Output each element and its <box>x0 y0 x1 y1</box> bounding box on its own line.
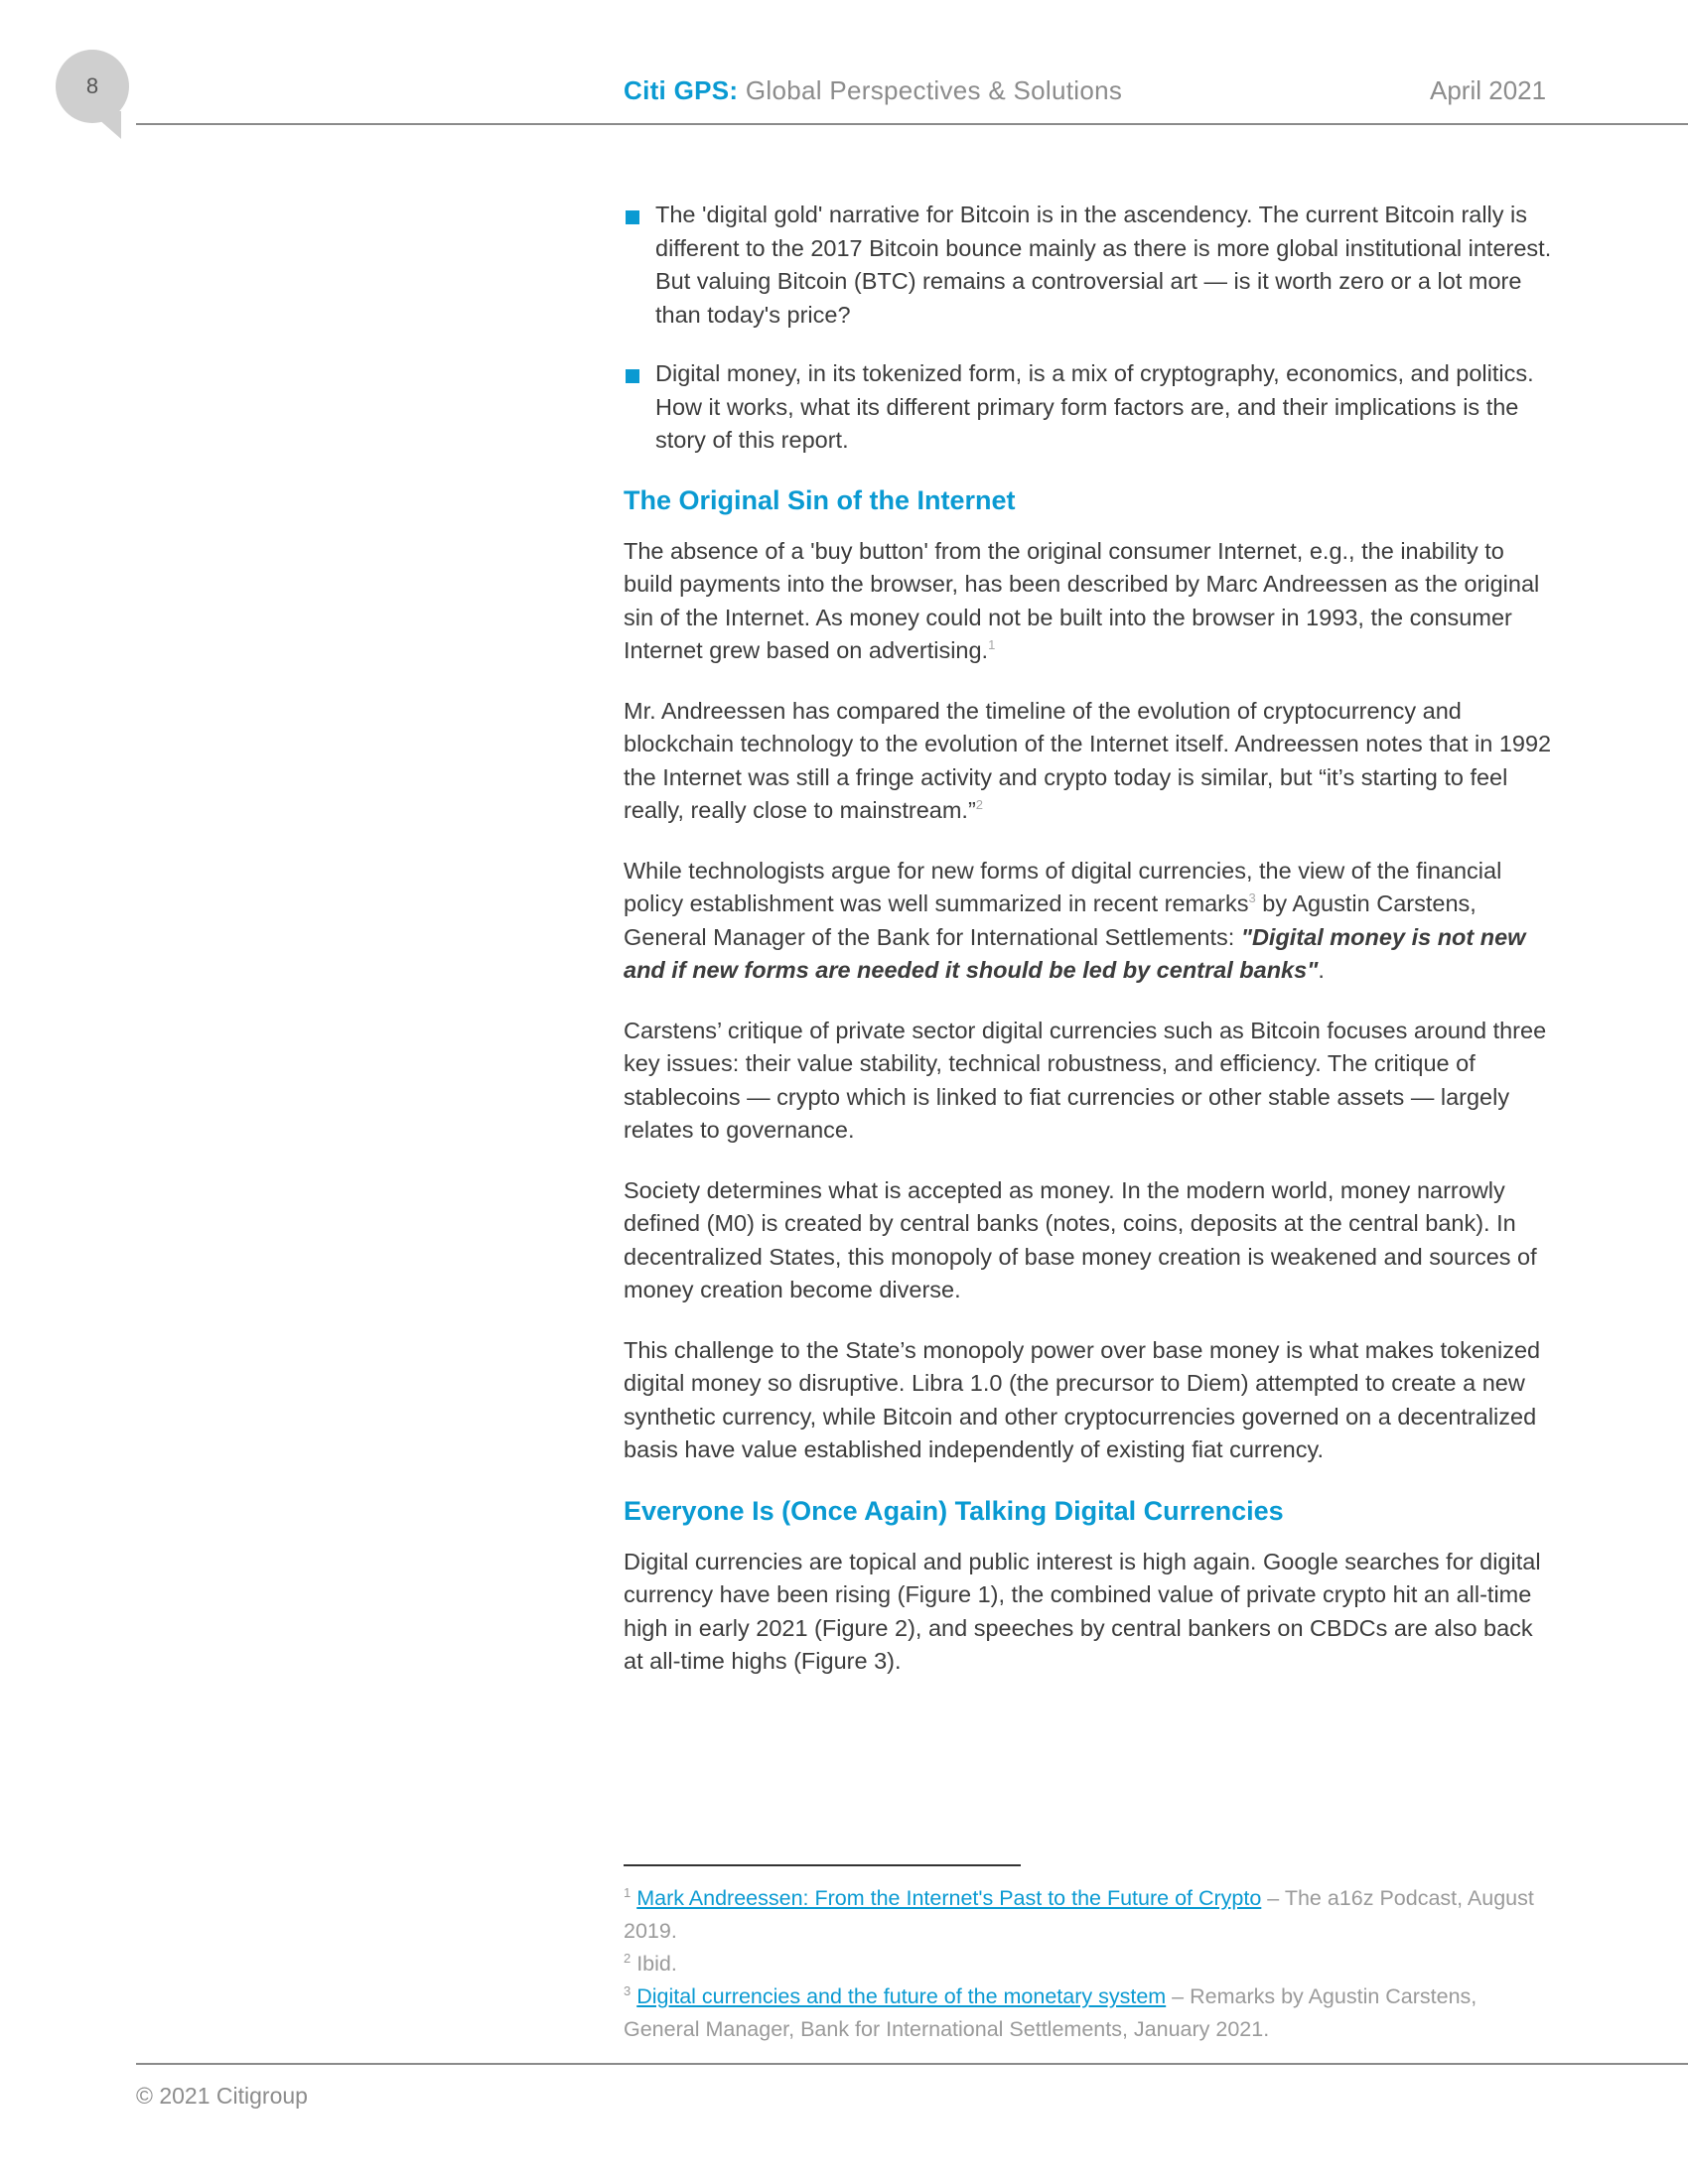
page-number: 8 <box>85 73 99 98</box>
list-item <box>624 357 1557 458</box>
brand-subtitle: Global Perspectives & Solutions <box>738 75 1123 105</box>
footnote-reference[interactable]: 3 <box>1248 890 1256 906</box>
footnote-2 <box>624 1948 1557 1980</box>
key-points-list <box>624 199 1557 458</box>
section-heading-original-sin: The Original Sin of the Internet <box>624 484 1016 515</box>
footnote-reference[interactable]: 2 <box>975 797 984 813</box>
footnote-number: 1 <box>624 1884 632 1900</box>
footnote-number: 3 <box>624 1982 632 1998</box>
paragraph-text: The absence of a 'buy button' from the original consumer Internet, e.g., the inability to build payments into the browser, has been described by Marc Andreessen as the original sin of the Internet. As money could not be built into the browser in 1993, the consumer Internet grew based on advertising. <box>624 537 1540 663</box>
header-divider <box>136 123 1688 125</box>
quote-text: "Digital money is not new and if new forms are needed it should be led by central banks" <box>624 923 1526 983</box>
paragraph-text: Mr. Andreessen has compared the timeline of the evolution of cryptocurrency and blockchain technology to the evolution of the Internet itself. Andreessen notes that in 1992 the Internet was still a fringe activity and crypto today is similar, but “it’s starting to feel really, really close to mainstream.” <box>624 697 1552 823</box>
main-content <box>624 199 1557 1706</box>
paragraph: Digital currencies are topical and public interest is high again. Google searches for digital currency have been rising (Figure 1), the combined value of private crypto hit an all-time high in early 2021 (Figure 2), and speeches by central bankers on CBDCs are also back at all-time highs (Figure 3). <box>624 1548 1541 1674</box>
header-date: April 2021 <box>1430 75 1547 105</box>
paragraph: This challenge to the State’s monopoly power over base money is what makes tokenized digital money so disruptive. Libra 1.0 (the precursor to Diem) attempted to create a new synthetic currency, while Bitcoin and other cryptocurrencies governed on a decentralized basis have value established independently of existing fiat currency. <box>624 1336 1541 1462</box>
brand-name: Citi GPS: <box>624 75 739 105</box>
footnote-text: – The a16z Podcast, August 2019. <box>624 1886 1534 1943</box>
paragraph <box>624 855 1557 988</box>
paragraph-text: While technologists argue for new forms of digital currencies, the view of the financial policy establishment was well summarized in recent remarks <box>624 857 1502 916</box>
footer-divider <box>136 2063 1688 2065</box>
page-badge-tail <box>89 111 121 139</box>
square-bullet-icon <box>626 369 639 383</box>
footnote-text: – Remarks by Agustin Carstens, General Manager, Bank for International Settlements, January 2021. <box>624 1984 1477 2041</box>
bullet-text: Digital money, in its tokenized form, is a mix of cryptography, economics, and politics. How it works, what its different primary form factors are, and their implications is the story of this report. <box>655 360 1534 453</box>
paragraph: Carstens’ critique of private sector digital currencies such as Bitcoin focuses around three key issues: their value stability, technical robustness, and efficiency. The critique of stablecoins — crypto which is linked to fiat currencies or other stable assets — largely relates to governance. <box>624 1017 1547 1143</box>
footnote-number: 2 <box>624 1950 632 1966</box>
footnote-1 <box>624 1882 1557 1948</box>
paragraph: Society determines what is accepted as money. In the modern world, money narrowly defined (M0) is created by central banks (notes, coins, deposits at the central bank). In decentralized States, this monopoly of base money creation is weakened and sources of money creation become diverse. <box>624 1176 1537 1302</box>
footnote-3 <box>624 1980 1557 2046</box>
footnote-reference[interactable]: 1 <box>988 637 996 653</box>
paragraph-text: by Agustin Carstens, General Manager of the Bank for International Settlements: <box>624 890 1477 950</box>
footnotes <box>624 1882 1557 2046</box>
footnote-divider <box>624 1864 1021 1866</box>
footnote-1-link[interactable]: Mark Andreessen: From the Internet's Past to the Future of Crypto <box>636 1886 1262 1910</box>
header-brand <box>624 75 1122 106</box>
bullet-text: The 'digital gold' narrative for Bitcoin is in the ascendency. The current Bitcoin rally is different to the 2017 Bitcoin bounce mainly as there is more global institutional interest. But valuing Bitcoin (BTC) remains a controversial art — is it worth zero or a lot more than today's price? <box>655 202 1552 328</box>
footnote-3-link[interactable]: Digital currencies and the future of the monetary system <box>636 1984 1167 2008</box>
paragraph <box>624 695 1557 828</box>
section-heading-digital-currencies: Everyone Is (Once Again) Talking Digital Currencies <box>624 1495 1284 1526</box>
footnote-text: Ibid. <box>631 1952 677 1976</box>
square-bullet-icon <box>626 210 639 224</box>
paragraph <box>624 535 1557 668</box>
paragraph-text: . <box>1318 957 1325 983</box>
footer-copyright: © 2021 Citigroup <box>136 2083 308 2109</box>
list-item <box>624 199 1557 332</box>
